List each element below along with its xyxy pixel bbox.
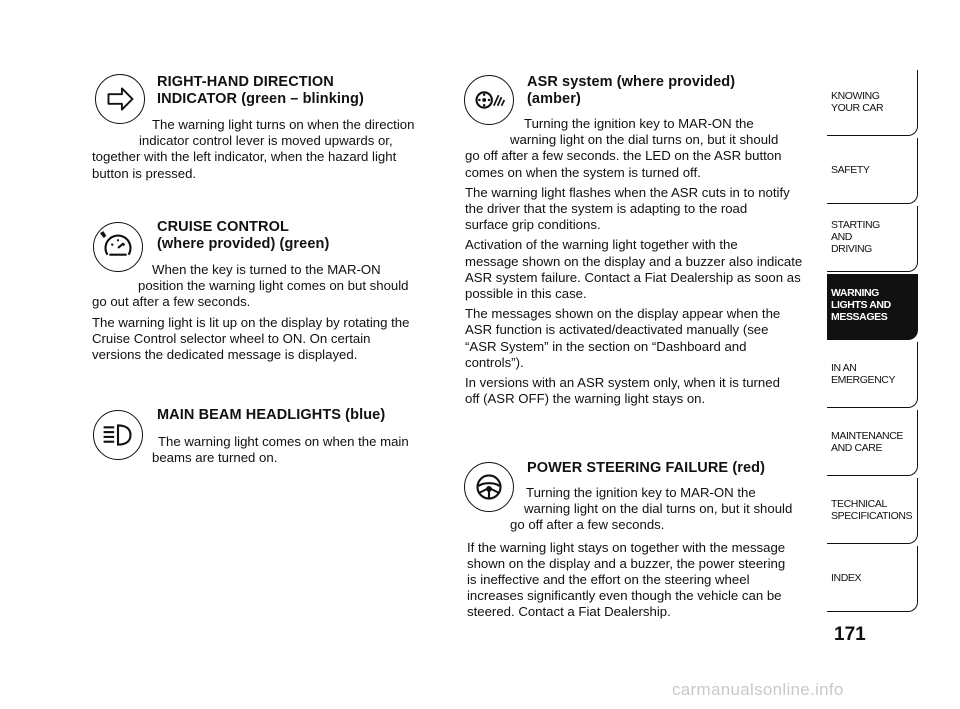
main-beam-icon	[93, 410, 143, 460]
tab-in-an-emergency[interactable]	[827, 342, 918, 408]
text-line: “ASR System” in the section on “Dashboard and	[465, 338, 747, 354]
text-line: controls”).	[465, 354, 524, 370]
main-beam-title: MAIN BEAM HEADLIGHTS (blue)	[157, 407, 386, 423]
text-line: Turning the ignition key to MAR-ON the	[524, 116, 754, 131]
text-line: ASR system failure. Contact a Fiat Dealership as soon as	[465, 269, 801, 285]
tab-label: MAINTENANCE	[831, 430, 904, 442]
tab-label: IN AN	[831, 362, 857, 374]
direction-indicator-title-line2: INDICATOR (green – blinking)	[157, 91, 364, 107]
tab-label: STARTING	[831, 219, 880, 231]
tab-technical-specifications[interactable]	[827, 478, 918, 544]
tab-label: WARNING	[831, 287, 879, 299]
text-line: Cruise Control selector wheel to ON. On certain	[92, 330, 371, 346]
tab-label: SPECIFICATIONS	[831, 510, 913, 522]
cruise-control-text	[92, 262, 442, 363]
text-line: Activation of the warning light together with the	[465, 237, 738, 253]
cruise-control-title	[157, 219, 329, 253]
text-line: is ineffective and the effort on the steering wheel	[467, 572, 750, 588]
tab-label: DRIVING	[831, 243, 872, 255]
asr-title-line2: (amber)	[527, 91, 581, 107]
tab-knowing-your-car[interactable]	[827, 70, 918, 136]
watermark: carmanualsonline.info	[672, 680, 844, 699]
direction-indicator-text	[92, 117, 442, 182]
text-line: surface grip conditions.	[465, 217, 601, 233]
text-line: When the key is turned to the MAR-ON	[152, 262, 381, 277]
text-line: warning light on the dial turns on, but it should	[524, 501, 793, 517]
power-steering-text	[465, 485, 820, 621]
tab-label: SAFETY	[831, 164, 870, 176]
tab-label: KNOWING	[831, 90, 880, 102]
text-line: The messages shown on the display appear when the	[465, 306, 781, 322]
tab-starting-and-driving[interactable]	[827, 206, 918, 272]
direction-indicator-title-line1: RIGHT-HAND DIRECTION	[157, 74, 334, 90]
text-line: together with the left indicator, when the hazard light	[92, 149, 397, 165]
tab-warning-lights-and-messages[interactable]	[827, 274, 918, 340]
text-line: go off after a few seconds. the LED on the ASR button	[465, 148, 782, 164]
tab-label: MESSAGES	[831, 311, 888, 323]
text-line: The warning light turns on when the direction	[152, 117, 415, 132]
text-line: comes on when the system is turned off.	[465, 164, 701, 180]
tab-label: AND	[831, 231, 852, 243]
text-line: message shown on the display and a buzzer also indicate	[465, 253, 803, 269]
tab-safety[interactable]	[827, 138, 918, 204]
tab-label: EMERGENCY	[831, 374, 896, 386]
tab-label: YOUR CAR	[831, 102, 884, 114]
text-line: go off after a few seconds.	[510, 517, 665, 533]
tab-label: INDEX	[831, 572, 862, 584]
text-line: steered. Contact a Fiat Dealership.	[467, 604, 671, 620]
text-line: If the warning light stays on together with the message	[467, 539, 786, 555]
text-line: The warning light is lit up on the display by rotating the	[92, 314, 410, 330]
text-line: indicator control lever is moved upwards or,	[139, 133, 393, 149]
tab-label: AND CARE	[831, 442, 883, 454]
text-line: the driver that the system is adapting to the road	[465, 201, 748, 217]
text-line: off (ASR OFF) the warning light stays on.	[465, 391, 706, 407]
asr-text	[465, 116, 817, 407]
text-line: position the warning light comes on but should	[138, 278, 409, 294]
page-number: 171	[834, 624, 866, 645]
text-line: warning light on the dial turns on, but it should	[510, 132, 779, 148]
text-line: shown on the display and a buzzer, the power steering	[467, 555, 786, 571]
text-line: versions the dedicated message is displayed.	[92, 347, 358, 363]
text-line: In versions with an ASR system only, when it is turned	[465, 375, 780, 391]
chapter-tabs	[827, 70, 918, 614]
tab-maintenance-and-care[interactable]	[827, 410, 918, 476]
power-steering-title: POWER STEERING FAILURE (red)	[527, 460, 766, 476]
direction-indicator-title	[157, 74, 364, 108]
text-line: ASR function is activated/deactivated manually (see	[465, 322, 769, 338]
asr-title	[527, 74, 735, 108]
text-line: The warning light flashes when the ASR cuts in to notify	[465, 184, 790, 200]
text-line: increases significantly even though the vehicle can be	[467, 588, 782, 604]
tab-label: TECHNICAL	[831, 498, 887, 510]
text-line: The warning light comes on when the main	[158, 434, 409, 449]
text-line: beams are turned on.	[152, 450, 278, 466]
tab-label: LIGHTS AND	[831, 299, 891, 311]
text-line: Turning the ignition key to MAR-ON the	[526, 485, 756, 500]
cruise-control-title-line2: (where provided) (green)	[157, 236, 330, 252]
tab-index[interactable]	[827, 546, 918, 612]
cruise-control-title-line1: CRUISE CONTROL	[157, 219, 289, 235]
text-line: go out after a few seconds.	[92, 294, 251, 310]
main-beam-text	[152, 434, 452, 466]
text-line: possible in this case.	[465, 286, 587, 302]
asr-title-line1: ASR system (where provided)	[527, 74, 736, 90]
text-line: button is pressed.	[92, 165, 197, 181]
